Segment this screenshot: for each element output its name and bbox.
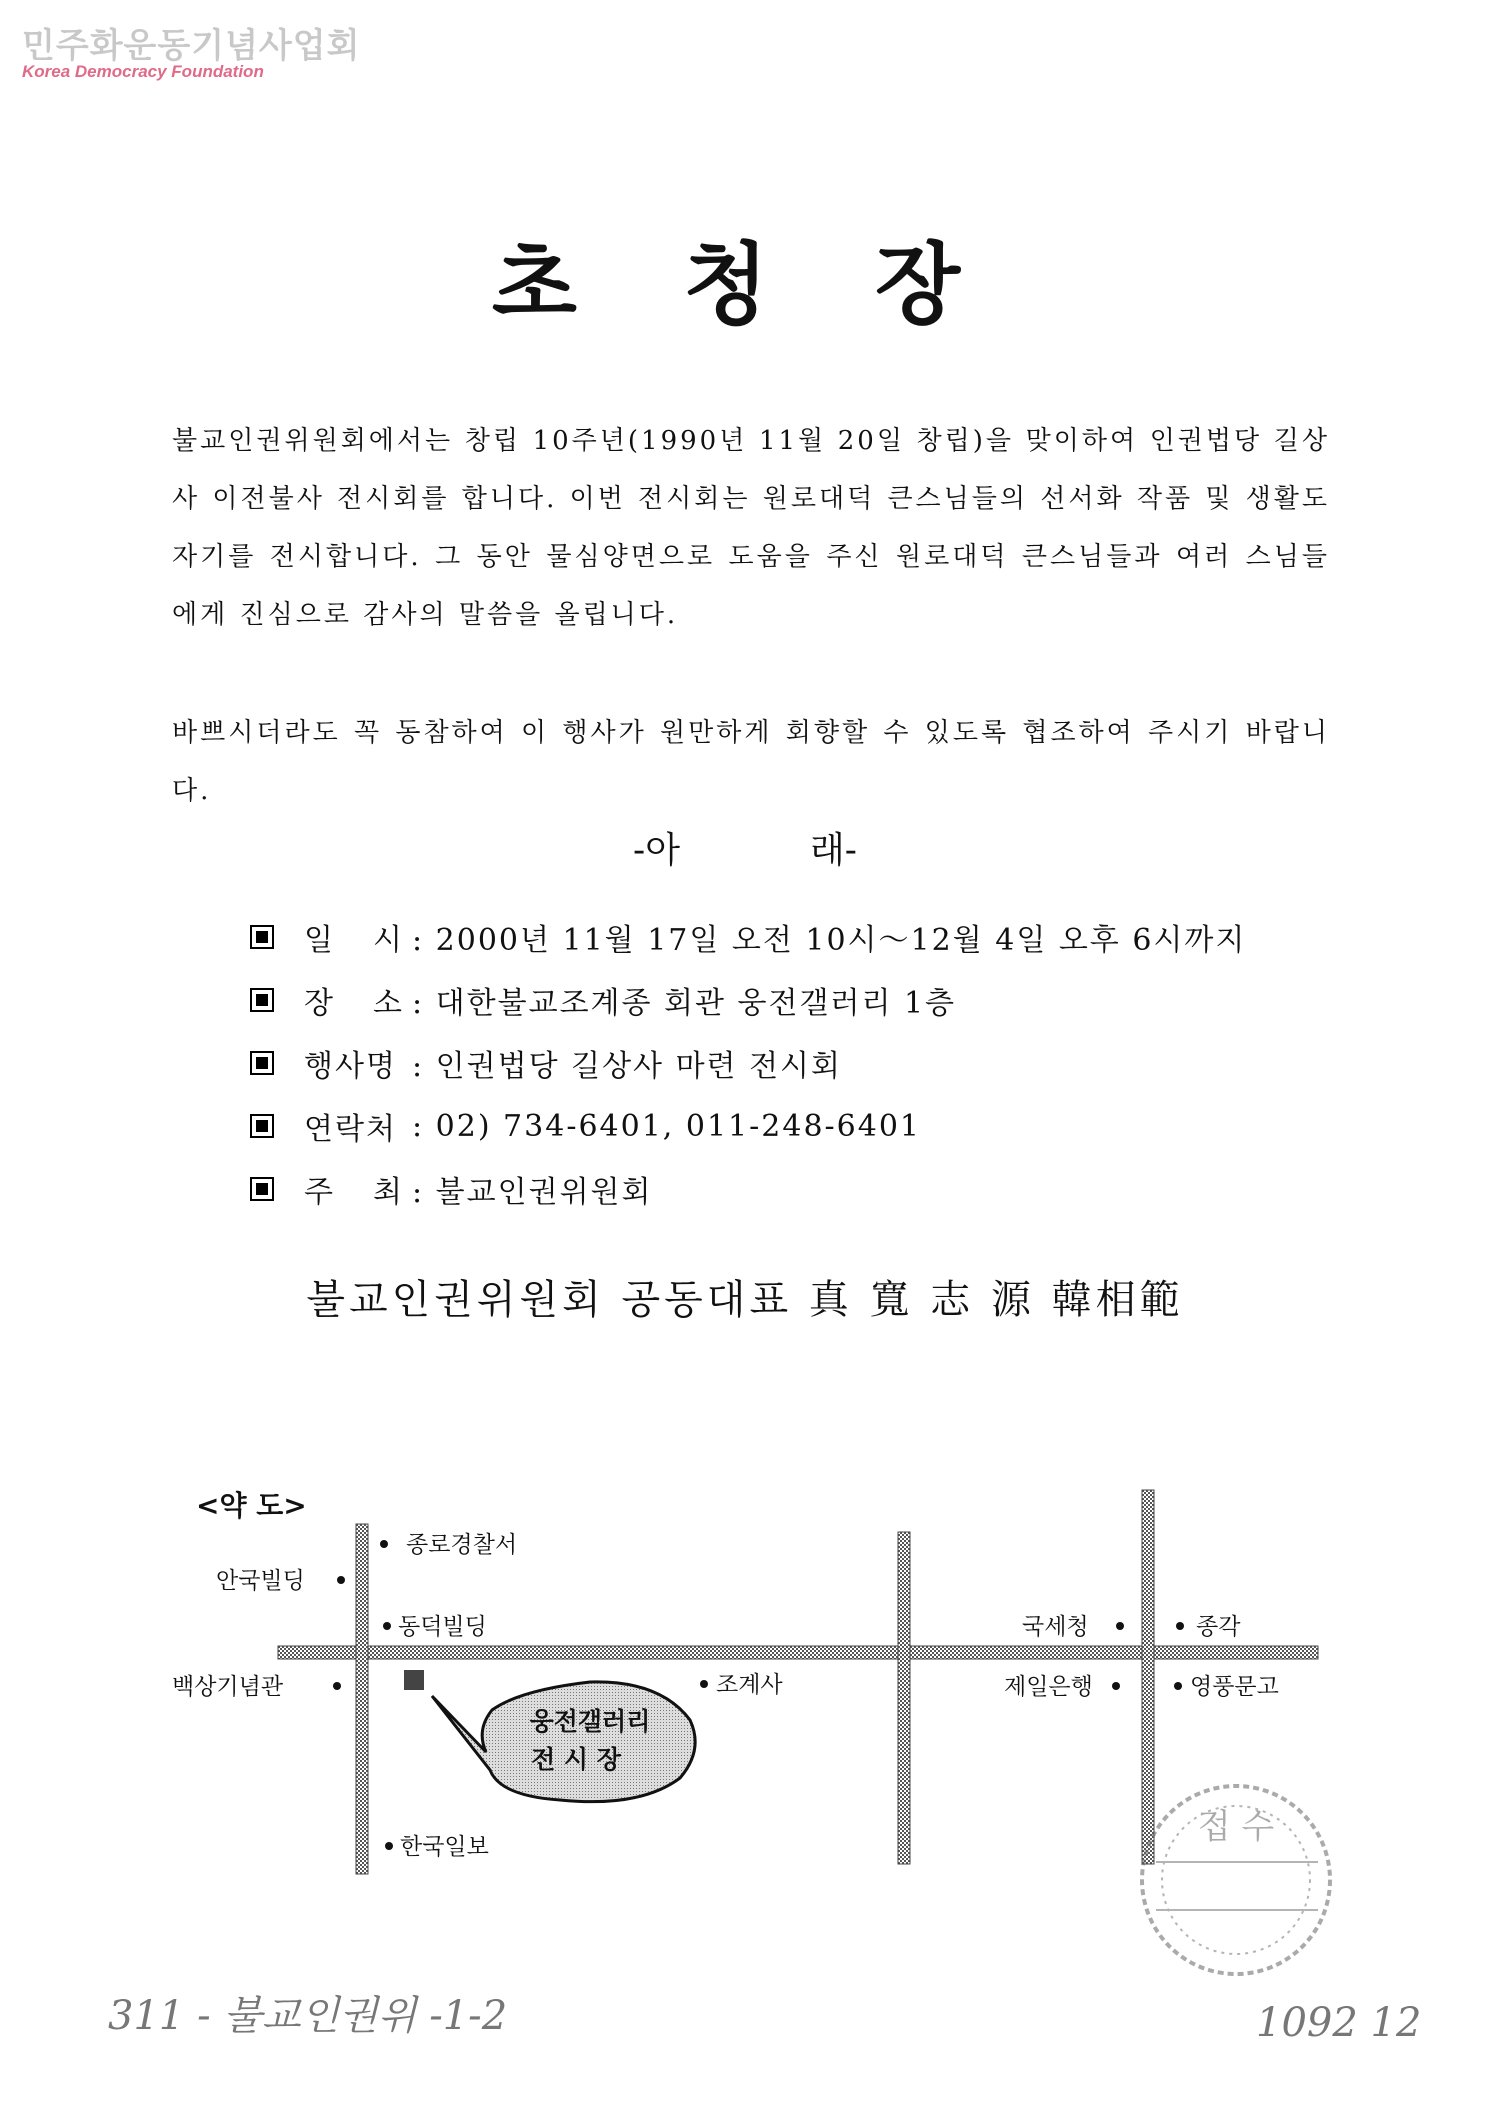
body-paragraph-1: 불교인권위원회에서는 창립 10주년(1990년 11월 20일 창립)을 맞이하여 인권법당 길상사 이전불사 전시회를 합니다. 이번 전시회는 원로대덕 큰스님들의 선서화 작품 및 생활도자기를 전시합니다. 그 동안 물심양면으로 도움을 주신 원로대덕 큰스님들과 여러 스님들에게 진심으로 감사의 말씀을 올립니다.	[172, 426, 1330, 630]
map-label-jogyesa: 조계사	[716, 1672, 783, 1698]
map-marker-dot	[333, 1682, 341, 1690]
detail-value: : 02) 734-6401, 011-248-6401	[412, 1108, 922, 1144]
map-label-nts: 국세청	[1022, 1614, 1089, 1640]
foundation-watermark-korean: 민주화운동기념사업회	[22, 26, 361, 66]
map-label-baeksang: 백상기념관	[172, 1674, 284, 1700]
map-marker-dot	[1116, 1622, 1124, 1630]
gallery-callout-bubble	[432, 1682, 695, 1802]
stamp-text: 접 수	[1197, 1807, 1275, 1847]
map-road-right	[1142, 1490, 1154, 1864]
detail-value: : 인권법당 길상사 마련 전시회	[412, 1049, 843, 1084]
map-heading: <약 도>	[196, 1489, 307, 1522]
detail-label: 행사명	[304, 1049, 397, 1084]
gallery-callout-line2: 전 시 장	[531, 1745, 621, 1774]
map-label-jonggak: 종각	[1196, 1614, 1241, 1640]
map-label-anguk-building: 안국빌딩	[216, 1568, 305, 1594]
map-road-horizontal	[278, 1646, 1318, 1659]
foundation-watermark-english: Korea Democracy Foundation	[22, 62, 264, 81]
sub-heading-right: 래-	[810, 830, 857, 871]
detail-label: 연락처	[304, 1112, 397, 1147]
map-label-hankook-ilbo: 한국일보	[400, 1834, 489, 1860]
detail-label: 일 시	[304, 923, 404, 958]
detail-value: : 2000년 11월 17일 오전 10시～12월 4일 오후 6시까지	[412, 923, 1247, 958]
handwritten-note-right: 1092 12	[1256, 2000, 1422, 2046]
map-marker-dot	[380, 1540, 388, 1548]
signature-line: 불교인권위원회 공동대표 真 寬 志 源 韓相範	[306, 1277, 1184, 1323]
map-marker-dot	[385, 1842, 393, 1850]
map-label-dongdeok-building: 동덕빌딩	[398, 1614, 487, 1640]
body-paragraph-2: 바쁘시더라도 꼭 동참하여 이 행사가 원만하게 회향할 수 있도록 협조하여 주시기 바랍니다.	[172, 718, 1330, 806]
map-marker-dot	[337, 1576, 345, 1584]
detail-label: 주 최	[304, 1175, 404, 1210]
map-marker-dot	[383, 1622, 391, 1630]
map-label-jeil-bank: 제일은행	[1004, 1674, 1093, 1700]
received-stamp	[1142, 1786, 1330, 1974]
map-road-middle	[898, 1532, 910, 1864]
map-gallery-square-icon	[404, 1670, 424, 1690]
map-marker-dot	[1112, 1682, 1120, 1690]
map-marker-dot	[1174, 1682, 1182, 1690]
handwritten-note-left: 311 - 불교인권위 -1-2	[108, 1993, 508, 2039]
map-label-youngpoong: 영풍문고	[1190, 1674, 1279, 1700]
detail-label: 장 소	[304, 986, 404, 1021]
detail-value: : 대한불교조계종 회관 웅전갤러리 1층	[412, 986, 957, 1021]
document-title: 초 청 장	[491, 233, 999, 336]
map-label-jongno-police: 종로경찰서	[406, 1532, 518, 1558]
gallery-callout-line1: 웅전갤러리	[529, 1707, 651, 1736]
map-marker-dot	[1176, 1622, 1184, 1630]
map-marker-dot	[700, 1680, 708, 1688]
sub-heading-left: -아	[633, 830, 680, 871]
map-road-left	[356, 1524, 368, 1874]
detail-value: : 불교인권위원회	[412, 1175, 653, 1210]
